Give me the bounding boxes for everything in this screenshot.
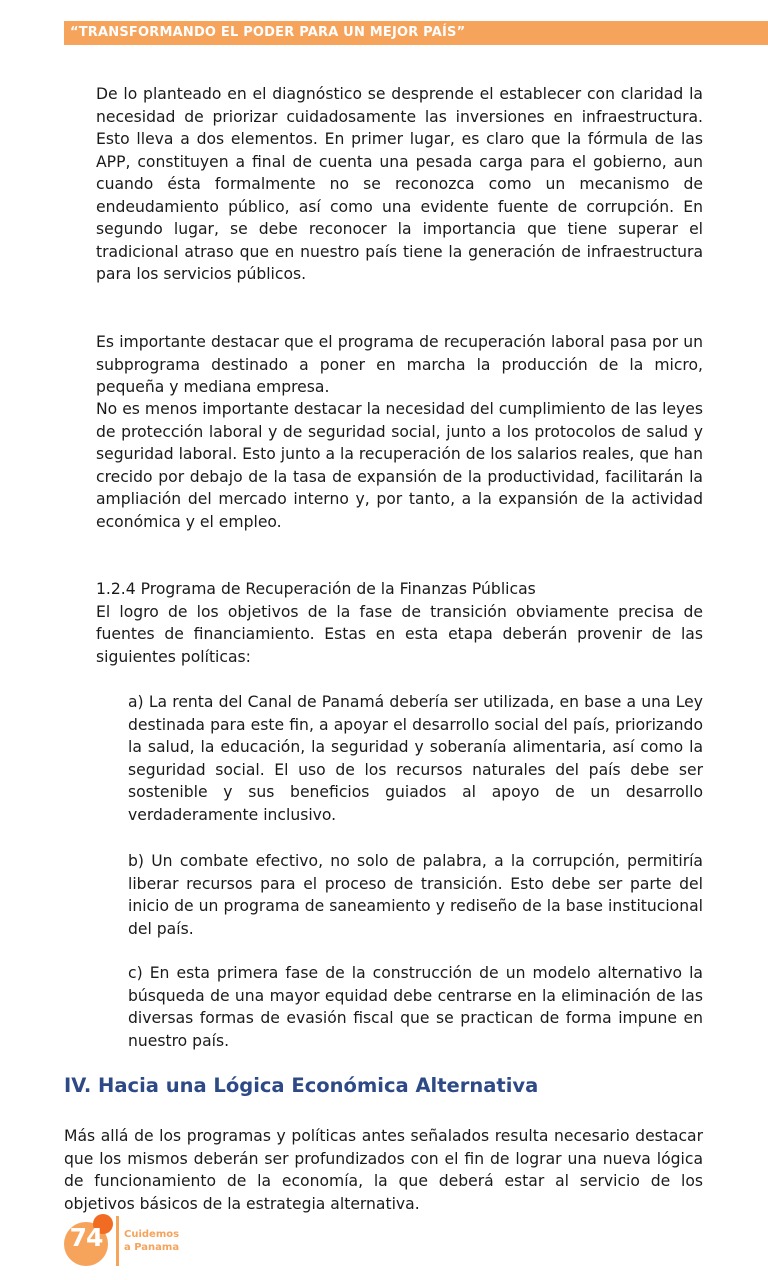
footer-divider <box>116 1216 119 1266</box>
footer-brand-line2: a Panama <box>124 1242 180 1253</box>
list-item-b: b) Un combate efectivo, no solo de palabra, a la corrupción, permitiría liberar recursos para el proceso de transición. Esto debe ser parte del inicio de un programa de saneamiento y rediseño de la base institucional del país. <box>128 852 703 938</box>
finanzas-body: El logro de los objetivos de la fase de transición obviamente precisa de fuentes de financiamiento. Estas en esta etapa deberán provenir de las siguientes políticas: <box>96 602 703 666</box>
paragraph-finanzas <box>96 578 703 668</box>
footer-brand <box>124 1228 179 1254</box>
header-title: “TRANSFORMANDO EL PODER PARA UN MEJOR PAÍS” <box>70 25 466 40</box>
subsection-heading-finanzas: 1.2.4 Programa de Recuperación de la Finanzas Públicas <box>96 580 536 598</box>
page-number: 74 <box>69 1223 103 1252</box>
section-body: Más allá de los programas y políticas antes señalados resulta necesario destacar que los mismos deberán ser profundizados con el fin de lograr una nueva lógica de funcionamiento de la economía, la que deberá estar al servicio de los objetivos básicos de la estrategia alternativa. <box>64 1127 703 1213</box>
header-band <box>64 21 768 45</box>
footer-brand-line1: Cuidemos <box>124 1229 180 1240</box>
paragraph-recuperacion-laboral: Es importante destacar que el programa de recuperación laboral pasa por un subprograma destinado a poner en marcha la producción de la micro, pequeña y mediana empresa. <box>96 333 703 396</box>
paragraph-proteccion-laboral: No es menos importante destacar la necesidad del cumplimiento de las leyes de protección laboral y de seguridad social, junto a los protocolos de salud y seguridad laboral. Esto junto a la recuperación de los salarios reales, que han crecido por debajo de la tasa de expansión de la productividad, facilitarán la ampliación del mercado interno y, por tanto, a la expansión de la actividad económica y el empleo. <box>96 400 703 531</box>
footer-logo <box>64 1214 204 1274</box>
paragraph-diagnostico: De lo planteado en el diagnóstico se desprende el establecer con claridad la necesidad de priorizar cuidadosamente las inversiones en infraestructura. Esto lleva a dos elementos. En primer lugar, es claro que la fórmula de las APP, constituyen a final de cuenta una pesada carga para el gobierno, aun cuando ésta formalmente no se reconozca como un mecanismo de endeudamiento público, así como una evidente fuente de corrupción. En segundo lugar, se debe reconocer la importancia que tiene superar el tradicional atraso que en nuestro país tiene la generación de infraestructura para los servicios públicos. <box>96 85 703 283</box>
section-heading: IV. Hacia una Lógica Económica Alternativa <box>64 1074 539 1097</box>
list-item-a: a) La renta del Canal de Panamá debería ser utilizada, en base a una Ley destinada para este fin, a apoyar el desarrollo social del país, priorizando la salud, la educación, la seguridad y soberanía alimentaria, así como la seguridad social. El uso de los recursos naturales del país debe ser sostenible y sus beneficios guiados al apoyo de un desarrollo verdaderamente inclusivo. <box>128 693 703 824</box>
list-item-c: c) En esta primera fase de la construcción de un modelo alternativo la búsqueda de una mayor equidad debe centrarse en la eliminación de las diversas formas de evasión fiscal que se practican de forma impune en nuestro país. <box>128 964 703 1050</box>
